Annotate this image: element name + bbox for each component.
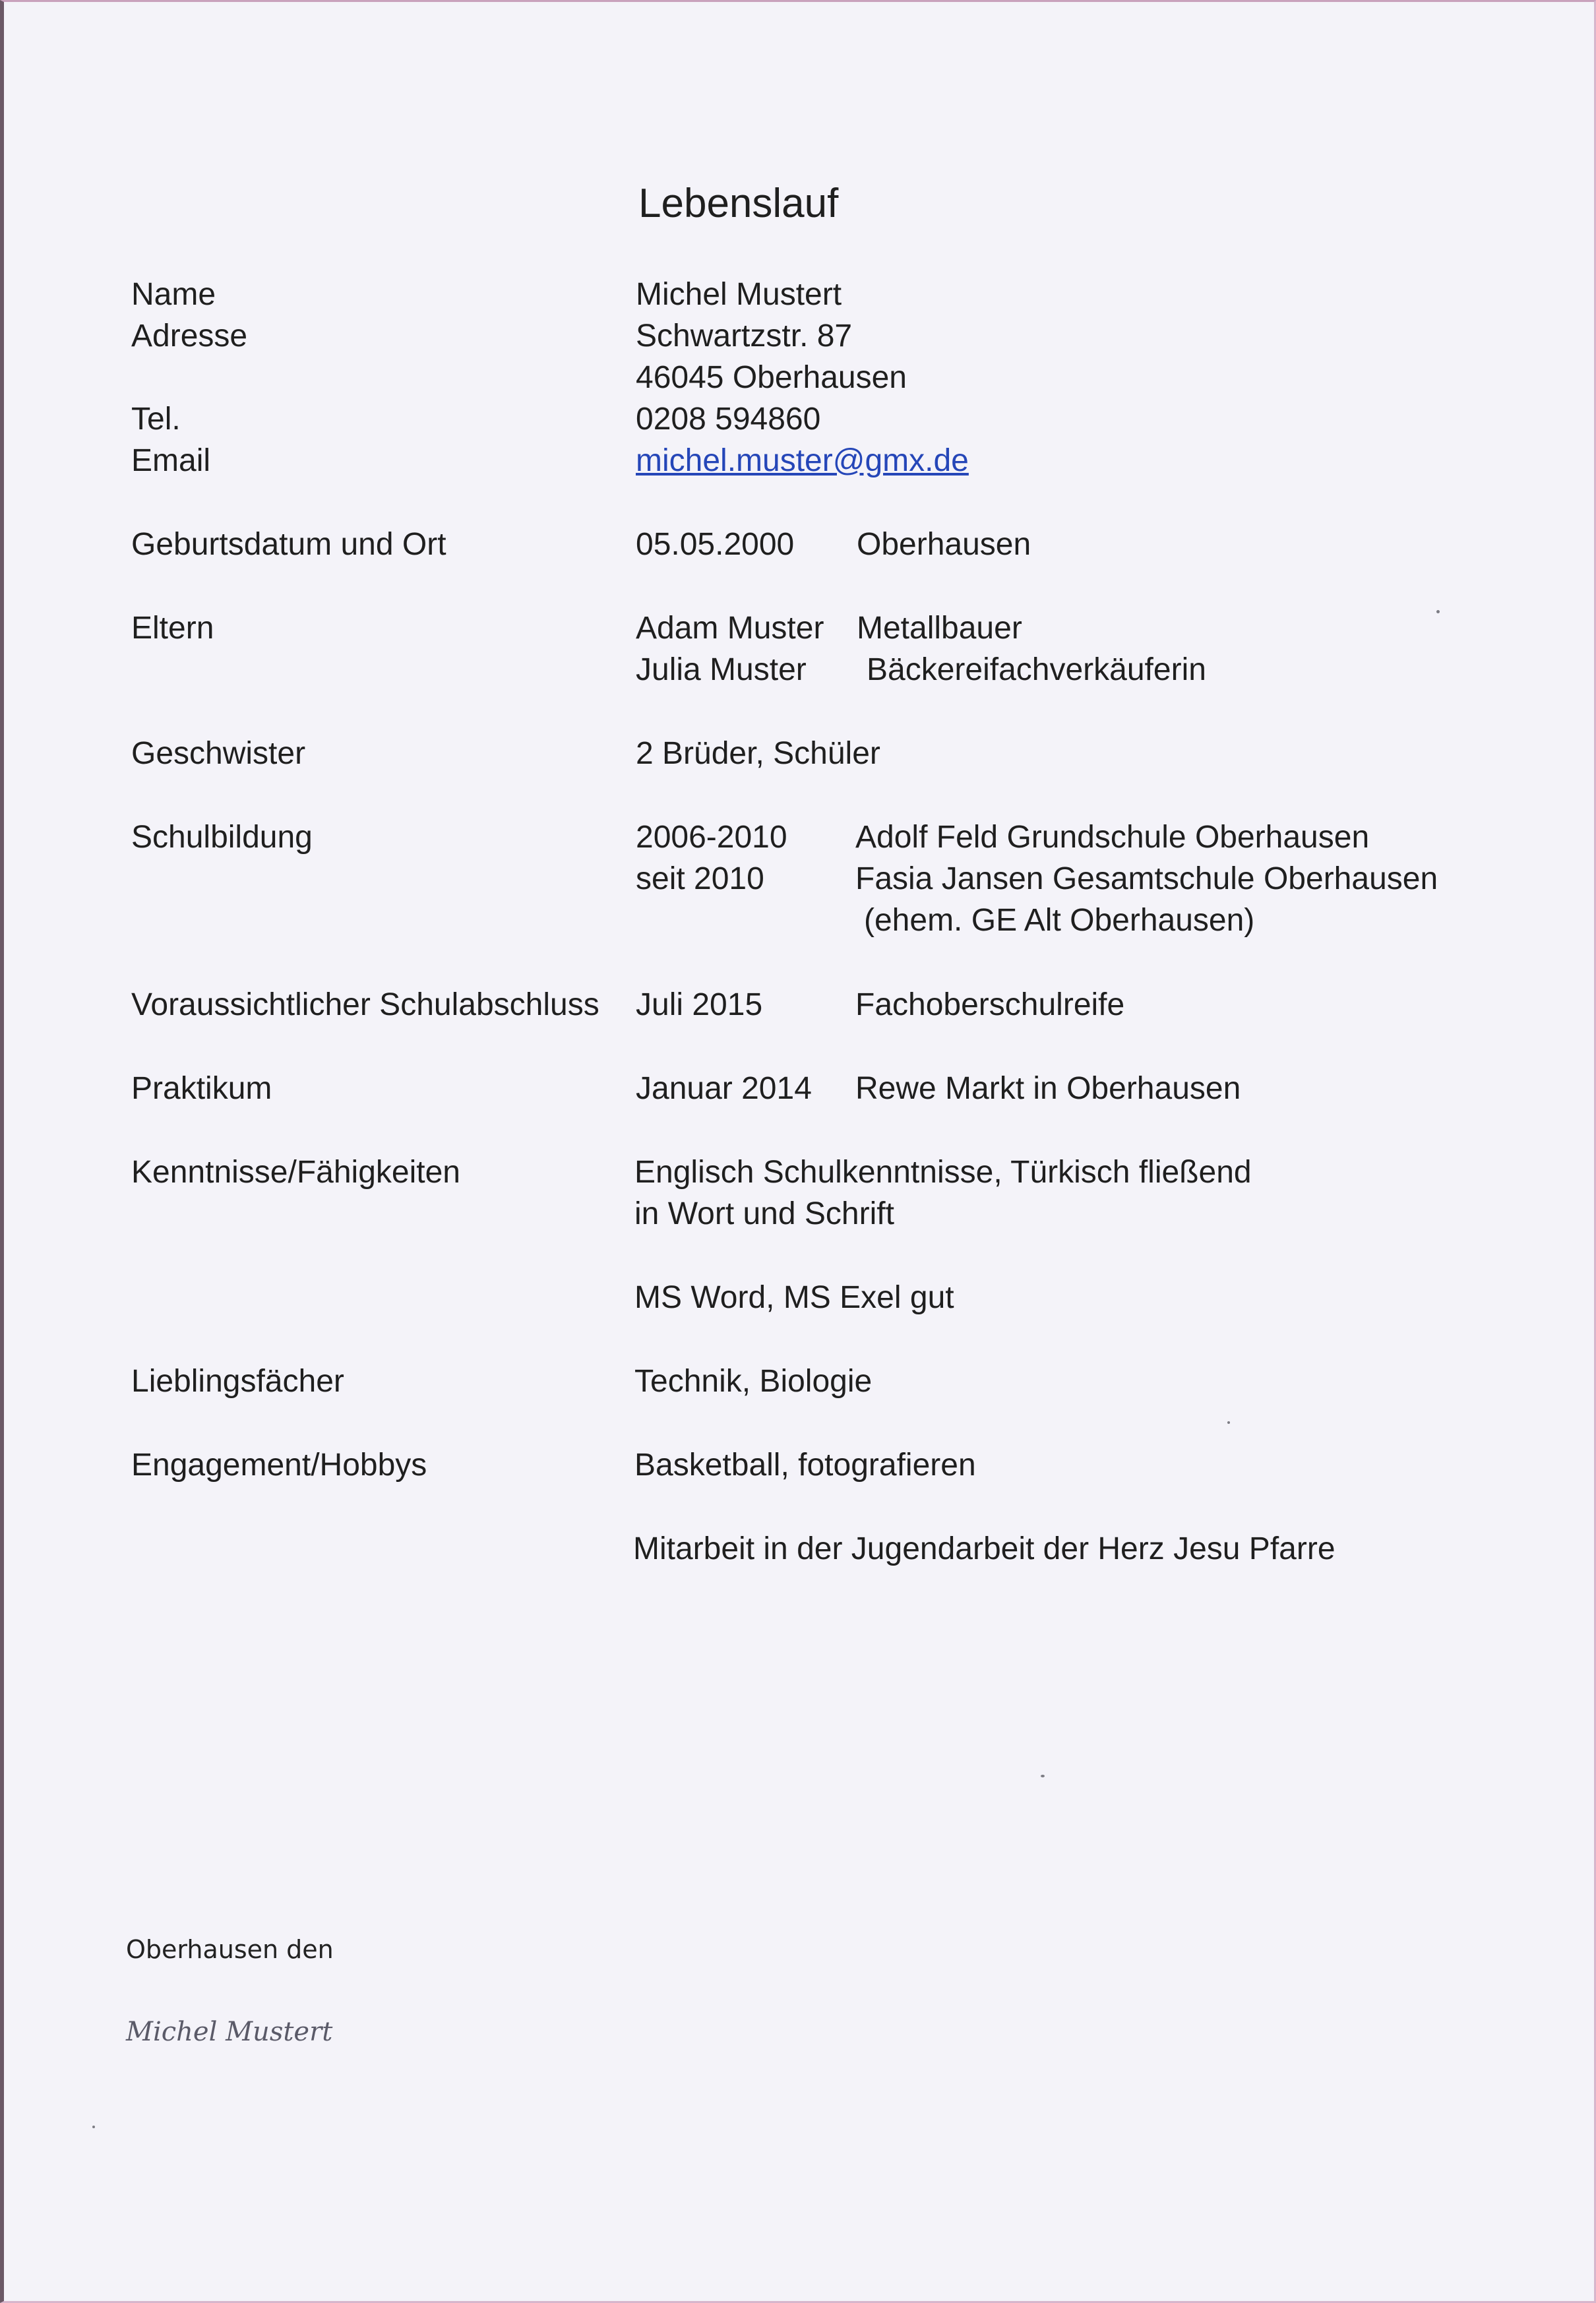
address-city: 46045 Oberhausen (636, 360, 907, 395)
hobbies-volunteering: Mitarbeit in der Jugendarbeit der Herz Jesu Pfarre (633, 1531, 1335, 1566)
internship-place: Rewe Markt in Oberhausen (855, 1071, 1241, 1106)
parent-job: Bäckereifachverkäuferin (867, 652, 1206, 687)
siblings-value: 2 Brüder, Schüler (636, 736, 880, 771)
address-label: Adresse (131, 319, 248, 353)
education-note: (ehem. GE Alt Oberhausen) (864, 903, 1255, 938)
birth-label: Geburtsdatum und Ort (131, 527, 446, 562)
internship-label: Praktikum (131, 1071, 272, 1106)
page-title: Lebenslauf (638, 181, 839, 226)
siblings-label: Geschwister (131, 736, 306, 771)
skills-software: MS Word, MS Exel gut (634, 1280, 954, 1315)
education-period: seit 2010 (636, 861, 764, 896)
skills-languages: Englisch Schulkenntnisse, Türkisch fließend (634, 1155, 1252, 1190)
scan-speck (1227, 1421, 1230, 1424)
skills-label: Kenntnisse/Fähigkeiten (131, 1155, 460, 1190)
scan-speck (1041, 1775, 1045, 1777)
graduation-label: Voraussichtlicher Schulabschluss (131, 987, 599, 1022)
signature: Michel Mustert (126, 2017, 333, 2047)
birth-date: 05.05.2000 (636, 527, 795, 562)
education-period: 2006-2010 (636, 820, 787, 855)
parents-label: Eltern (131, 611, 214, 646)
email-label: Email (131, 443, 211, 478)
internship-date: Januar 2014 (636, 1071, 812, 1106)
hobbies-sports: Basketball, fotografieren (634, 1448, 976, 1483)
scan-speck (92, 2126, 95, 2128)
favorites-value: Technik, Biologie (634, 1364, 873, 1399)
graduation-date: Juli 2015 (636, 987, 763, 1022)
parent-name: Adam Muster (636, 611, 824, 646)
phone-label: Tel. (131, 402, 181, 437)
birth-place: Oberhausen (857, 527, 1031, 562)
email-link[interactable]: michel.muster@gmx.de (636, 443, 969, 478)
education-school: Fasia Jansen Gesamtschule Oberhausen (855, 861, 1438, 896)
skills-languages-cont: in Wort und Schrift (634, 1196, 894, 1231)
phone-value: 0208 594860 (636, 402, 821, 437)
favorites-label: Lieblingsfächer (131, 1364, 344, 1399)
graduation-degree: Fachoberschulreife (855, 987, 1125, 1022)
parent-name: Julia Muster (636, 652, 807, 687)
hobbies-label: Engagement/Hobbys (131, 1448, 427, 1483)
education-school: Adolf Feld Grundschule Oberhausen (855, 820, 1370, 855)
place-date-line: Oberhausen den (126, 1935, 334, 1964)
education-label: Schulbildung (131, 820, 313, 855)
name-value: Michel Mustert (636, 277, 842, 312)
scan-speck (1436, 610, 1440, 613)
name-label: Name (131, 277, 216, 312)
address-street: Schwartzstr. 87 (636, 319, 853, 353)
parent-job: Metallbauer (857, 611, 1022, 646)
